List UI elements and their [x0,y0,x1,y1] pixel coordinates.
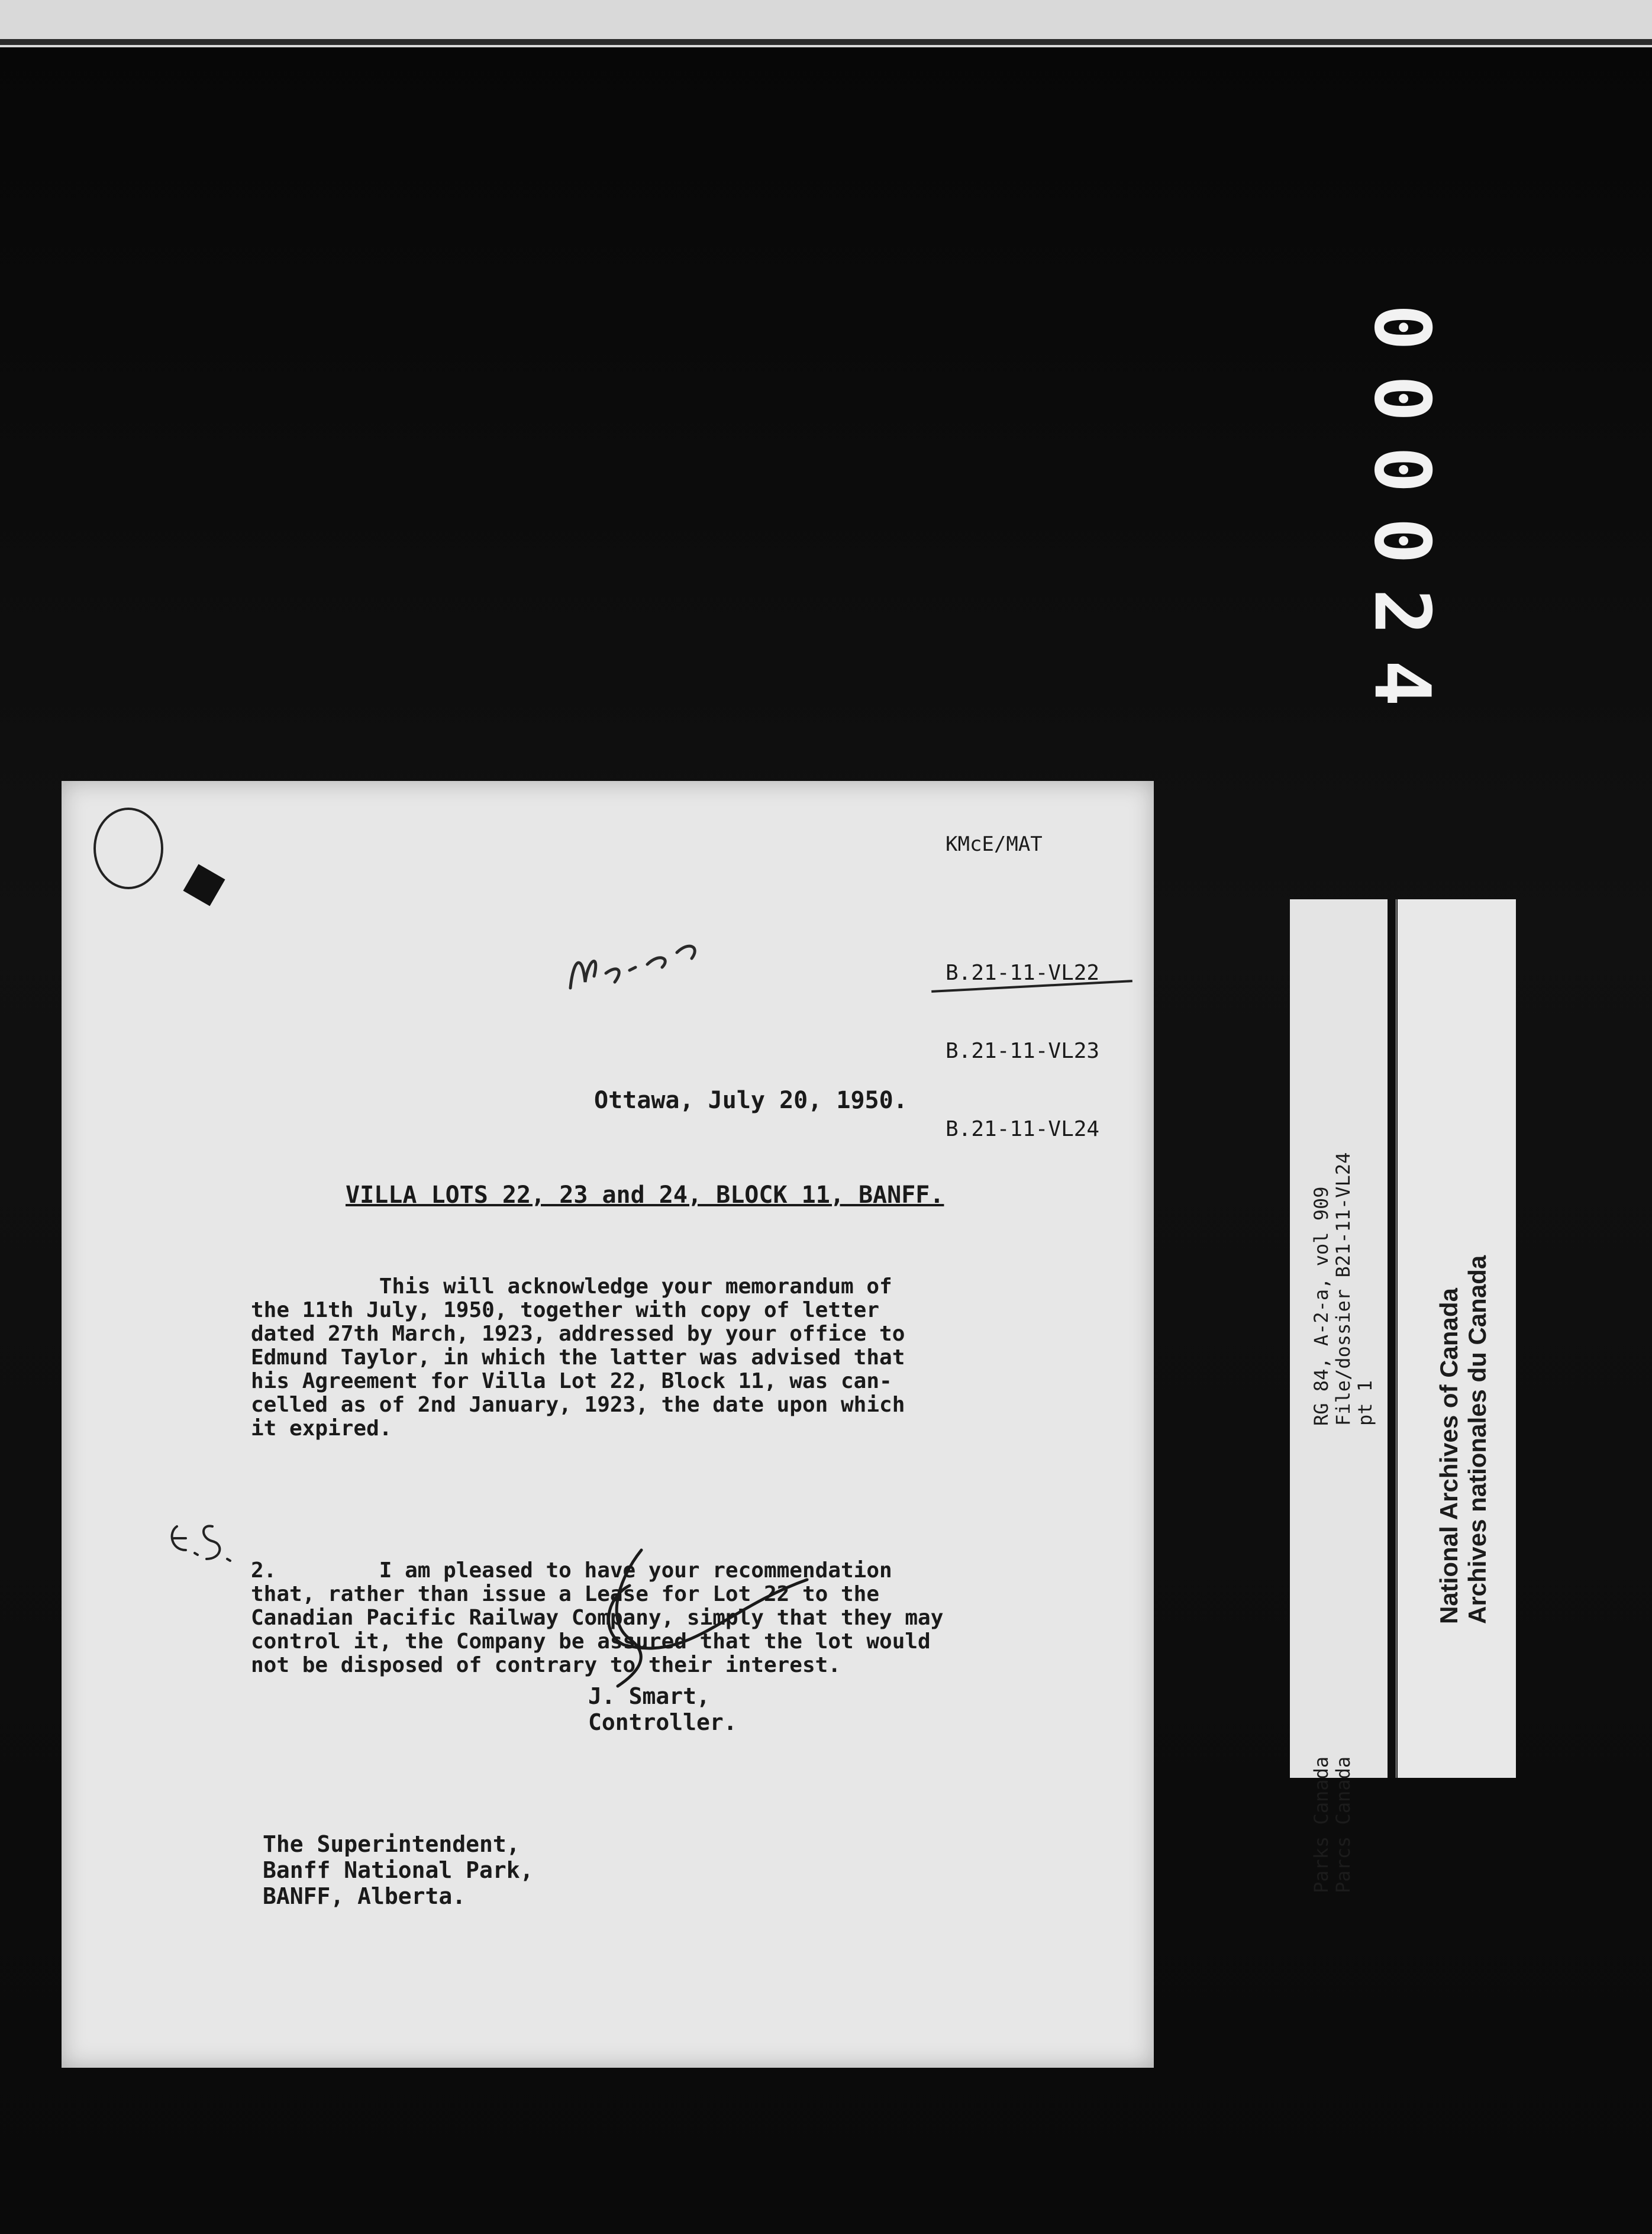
ink-blot [183,864,225,906]
date-line: Ottawa, July 20, 1950. [594,1087,908,1114]
archive-reference: RG 84, A-2-a, vol 909 File/dossier B21-11-VL24 pt 1 [1310,1152,1376,1426]
label-divider [1388,899,1396,1778]
letter-page [62,781,1154,2068]
file-ref: B.21-11-VL24 [946,1117,1100,1141]
reference-initials: KMcE/MAT [946,832,1043,856]
signature [570,1544,819,1698]
film-edge-line [0,39,1652,45]
frame-number-text: 000024 [1357,304,1448,731]
frame-number [1357,219,1448,816]
handwritten-margin-note [165,1509,260,1574]
file-ref: B.21-11-VL22 [946,961,1100,985]
addressee-block: The Superintendent, Banff National Park, BANFF, Alberta. [263,1831,534,1909]
institution-short: Parks Canada Parcs Canada [1310,1756,1354,1893]
handwritten-initials [559,917,760,1000]
circled-mark [93,808,163,889]
signer-block: J. Smart, Controller. [588,1683,737,1735]
file-references [946,908,1099,1195]
paragraph-1: This will acknowledge your memorandum of the 11th July, 1950, together with copy of letter dated 27th March, 1923, addressed by your office to Edmund Taylor, in which the latter was advised that his Agreement for Villa Lot 22, Block 11, was can- celled as of 2nd January, 1923, the date upon which it expired. [251,1274,905,1441]
file-ref: B.21-11-VL23 [946,1039,1100,1063]
paragraph-2: 2. I am pleased to have your recommendation that, rather than issue a Lease for Lot 22 to the Canadian Pacific Railway Company, simply that they may control it, the Company be assured that the lot would not be disposed of contrary to their interest. [251,1558,944,1677]
institution-name: National Archives of Canada Archives nationales du Canada [1435,1255,1492,1624]
paragraph-gap [251,1488,943,1512]
subject-line: VILLA LOTS 22, 23 and 24, BLOCK 11, BANFF. [346,1181,944,1209]
